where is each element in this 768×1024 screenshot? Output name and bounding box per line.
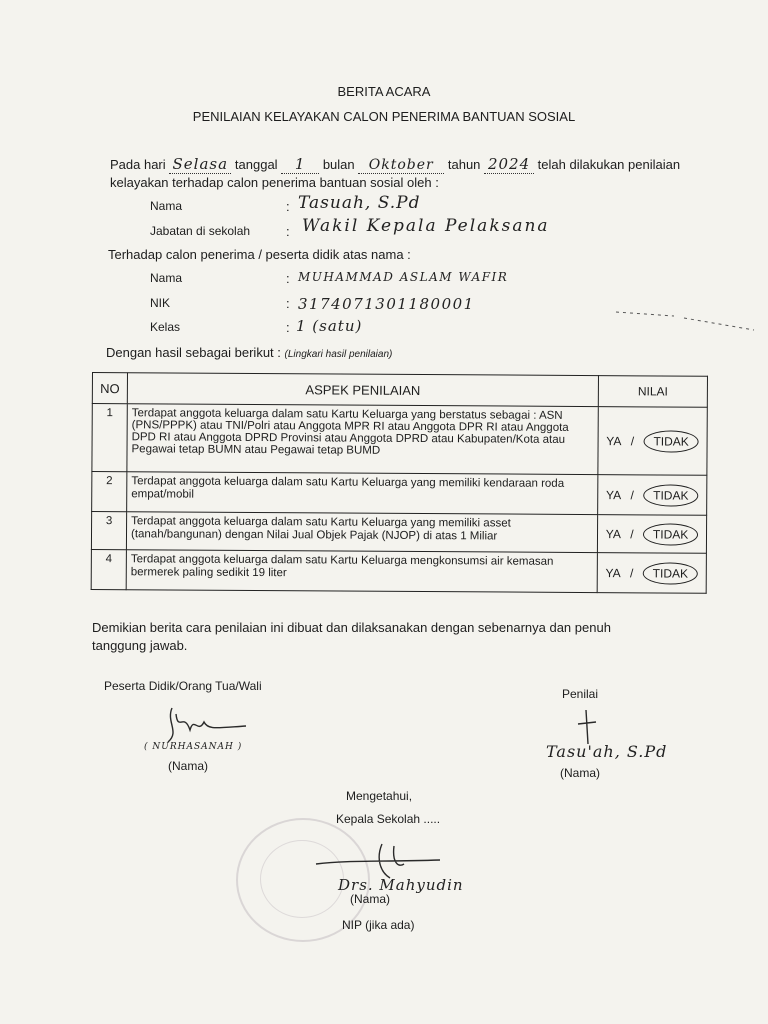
yes-option: YA [606, 433, 621, 448]
closing-line-1: Demikian berita cara penilaian ini dibuat dan dilaksanakan dengan sebenarnya dan penuh [92, 620, 611, 635]
table-row [92, 472, 707, 516]
result-note-hint: (Lingkari hasil penilaian) [284, 349, 393, 360]
recipient-nik-value: 3174071301180001 [298, 295, 475, 313]
no-option-circled: TIDAK [643, 523, 698, 545]
hari-value: Selasa [169, 155, 231, 174]
row-value [598, 475, 707, 516]
header-nilai: NILAI [598, 376, 707, 408]
row-aspect-text: Terdapat anggota keluarga dalam satu Kartu Keluarga mengkonsumsi air kemasan bermerek paling sedikit 19 liter [126, 550, 597, 593]
intro-line-2: kelayakan terhadap calon penerima bantuan sosial oleh : [110, 175, 439, 190]
center-signatory-name: Drs. Mahyudin [338, 876, 464, 894]
bulan-value: Oktober [358, 157, 444, 174]
no-option-circled: TIDAK [643, 562, 698, 584]
slash-separator: / [630, 526, 634, 541]
slash-separator: / [630, 433, 635, 448]
label-bulan: bulan [322, 157, 355, 172]
label-pada-hari: Pada hari [110, 157, 166, 172]
table-row [91, 549, 706, 593]
table-row [92, 404, 707, 476]
assessor-jabatan-label: Jabatan di sekolah [150, 224, 251, 238]
row-aspect-text: Terdapat anggota keluarga dalam satu Kartu Keluarga yang memiliki asset (tanah/bangunan) dengan Nilai Jual Objek Pajak (NJOP) di atas 1 Miliar [126, 512, 597, 553]
colon: : [286, 296, 290, 311]
no-option-circled: TIDAK [643, 430, 698, 452]
document-title: BERITA ACARA [337, 84, 431, 99]
left-name-caption: (Nama) [168, 759, 209, 773]
closing-line-2: tanggung jawab. [92, 638, 188, 653]
intro-line-1 [110, 155, 680, 174]
recipient-name-label: Nama [150, 271, 183, 285]
tahun-value: 2024 [484, 155, 534, 174]
tanggal-value: 1 [281, 155, 319, 174]
row-value [598, 407, 707, 476]
assessor-jabatan-value: Wakil Kepala Pelaksana [302, 216, 550, 236]
row-value [597, 553, 706, 594]
slash-separator: / [629, 565, 634, 580]
result-note [106, 345, 392, 360]
header-aspek: ASPEK PENILAIAN [127, 373, 598, 407]
row-number: 4 [91, 549, 126, 589]
result-note-label: Dengan hasil sebagai berikut : [106, 345, 281, 360]
row-aspect-text: Terdapat anggota keluarga dalam satu Kartu Keluarga yang berstatus sebagai : ASN (PNS/PPPK) atau TNI/Polri atau Anggota MPR RI atau Anggota DPR RI atau Anggota DPD RI atau Anggota DPRD Provinsi atau Anggota DPRD atau Kabupaten/Kota atau Pegawai tetap BUMN atau Pegawai tetap BUMD [127, 404, 598, 475]
assessment-table [91, 372, 708, 594]
center-nip-label: NIP (jika ada) [342, 918, 415, 932]
document-subtitle: PENILAIAN KELAYAKAN CALON PENERIMA BANTUAN SOSIAL [192, 109, 576, 124]
center-name-caption: (Nama) [350, 892, 391, 906]
left-signatory-role: Peserta Didik/Orang Tua/Wali [104, 679, 262, 693]
right-signatory-name: Tasu'ah, S.Pd [546, 742, 668, 761]
row-number: 3 [91, 512, 126, 550]
recipient-heading: Terhadap calon penerima / peserta didik atas nama : [108, 247, 411, 262]
colon: : [286, 320, 290, 335]
pen-mark-decoration [614, 306, 764, 336]
label-tanggal: tanggal [234, 157, 278, 172]
recipient-kelas-label: Kelas [150, 320, 181, 334]
row-aspect-text: Terdapat anggota keluarga dalam satu Kartu Keluarga yang memiliki kendaraan roda empat/mobil [127, 472, 598, 515]
colon: : [286, 224, 290, 239]
slash-separator: / [630, 487, 634, 502]
yes-option: YA [605, 487, 621, 502]
center-label: Mengetahui, [346, 789, 413, 803]
label-tahun: tahun [447, 157, 481, 172]
center-signatory-role: Kepala Sekolah ..... [336, 812, 441, 826]
colon: : [286, 271, 290, 286]
row-value [597, 515, 706, 554]
assessor-name-value: Tasuah, S.Pd [298, 193, 421, 213]
yes-option: YA [605, 565, 621, 580]
colon: : [286, 199, 290, 214]
right-signatory-role: Penilai [562, 687, 599, 701]
recipient-nik-label: NIK [150, 296, 171, 310]
table-row [91, 512, 706, 554]
recipient-kelas-value: 1 (satu) [296, 317, 363, 335]
row-number: 2 [92, 472, 127, 512]
left-signatory-name: ( NURHASANAH ) [144, 742, 243, 752]
table-header-row [92, 373, 707, 408]
assessor-name-label: Nama [150, 199, 183, 213]
yes-option: YA [605, 526, 621, 541]
no-option-circled: TIDAK [643, 484, 698, 506]
row-number: 1 [92, 404, 127, 472]
recipient-name-value: MUHAMMAD ASLAM WAFIR [298, 270, 509, 284]
header-no: NO [92, 373, 127, 404]
label-tail: telah dilakukan penilaian [537, 157, 681, 172]
right-name-caption: (Nama) [560, 766, 601, 780]
